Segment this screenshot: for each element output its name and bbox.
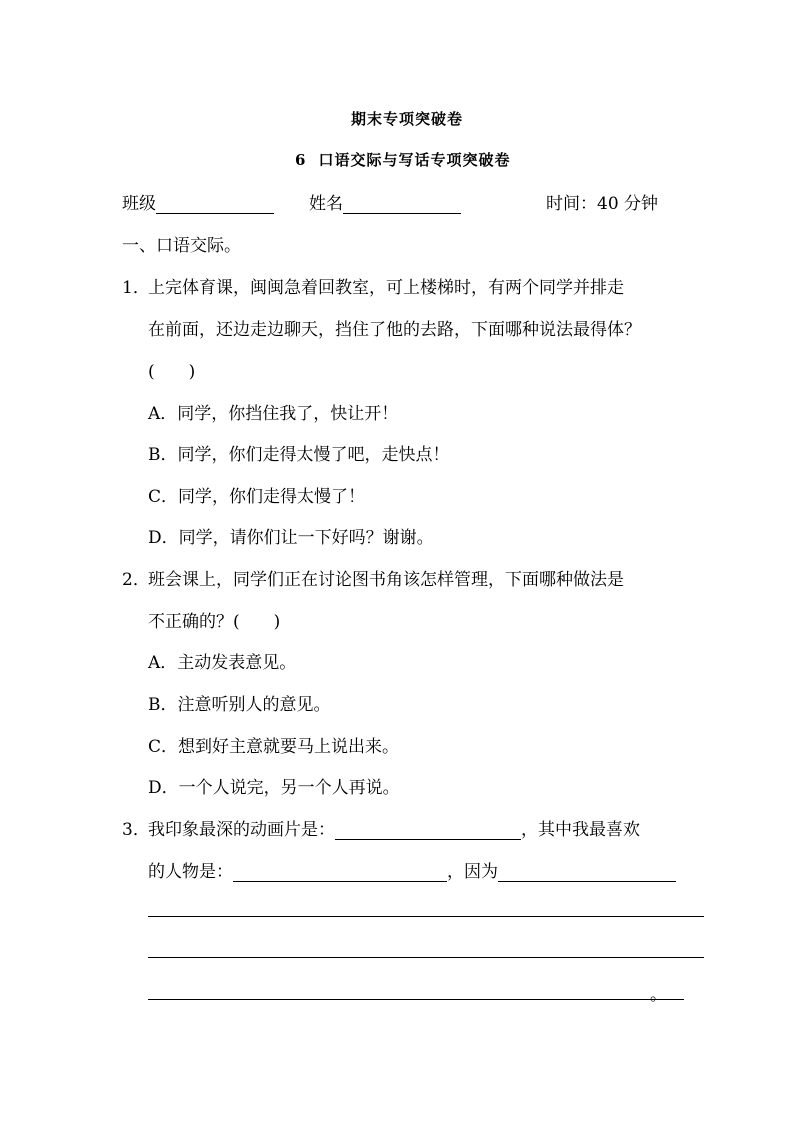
name-input-line[interactable] <box>343 195 461 214</box>
question-2-line1: 班会课上，同学们正在讨论图书角该怎样管理，下面哪种做法是 <box>148 570 624 590</box>
question-1-line1: 上完体育课，闽闽急着回教室，可上楼梯时，有两个同学并排走 <box>148 278 624 298</box>
question-3-line1 <box>148 815 640 840</box>
q3-part4: ，因为 <box>447 862 498 882</box>
answer-line-3[interactable] <box>148 999 684 1000</box>
subtitle-number: 6 <box>295 151 307 169</box>
name-label: 姓名 <box>309 194 343 214</box>
q1-option-a: A．同学，你挡住我了，快让开！ <box>148 404 399 424</box>
class-field <box>122 189 274 214</box>
time-label: 时间：40 分钟 <box>546 194 659 214</box>
q3-part3: 的人物是： <box>148 862 233 882</box>
q1-option-b: B．同学，你们走得太慢了吧，走快点！ <box>148 445 450 465</box>
q1-option-d: D．同学，请你们让一下好吗？谢谢。 <box>148 528 434 548</box>
section-heading: 一、口语交际。 <box>122 236 241 256</box>
q2-option-c: C．想到好主意就要马上说出来。 <box>148 737 400 757</box>
reason-answer-line[interactable] <box>498 863 676 882</box>
question-2-number: 2． <box>122 570 150 590</box>
q3-part2: ，其中我最喜欢 <box>521 820 640 840</box>
end-period: 。 <box>650 985 667 1005</box>
exam-subtitle <box>295 149 510 170</box>
q2-option-b: B．注意听别人的意见。 <box>148 695 331 715</box>
question-2-line2[interactable]: 不正确的？( ) <box>148 612 281 632</box>
question-1-line2: 在前面，还边走边聊天，挡住了他的去路，下面哪种说法最得体？ <box>148 320 641 340</box>
answer-line-2[interactable] <box>148 957 704 958</box>
q3-part1: 我印象最深的动画片是： <box>148 820 335 840</box>
exam-title: 期末专项突破卷 <box>351 110 464 128</box>
question-1-answer-paren[interactable]: ( ) <box>148 362 196 382</box>
cartoon-answer-line[interactable] <box>335 821 521 840</box>
class-label: 班级 <box>122 194 156 214</box>
class-input-line[interactable] <box>156 195 274 214</box>
question-3-number: 3． <box>122 820 150 840</box>
question-1-number: 1． <box>122 278 150 298</box>
subtitle-text: 口语交际与写话专项突破卷 <box>318 151 511 169</box>
name-field <box>309 189 461 214</box>
question-3-line2 <box>148 857 676 882</box>
q2-option-a: A．主动发表意见。 <box>148 653 297 673</box>
q1-option-c: C．同学，你们走得太慢了！ <box>148 487 366 507</box>
q2-option-d: D．一个人说完，另一个人再说。 <box>148 778 400 798</box>
character-answer-line[interactable] <box>233 863 447 882</box>
answer-line-1[interactable] <box>148 916 704 917</box>
